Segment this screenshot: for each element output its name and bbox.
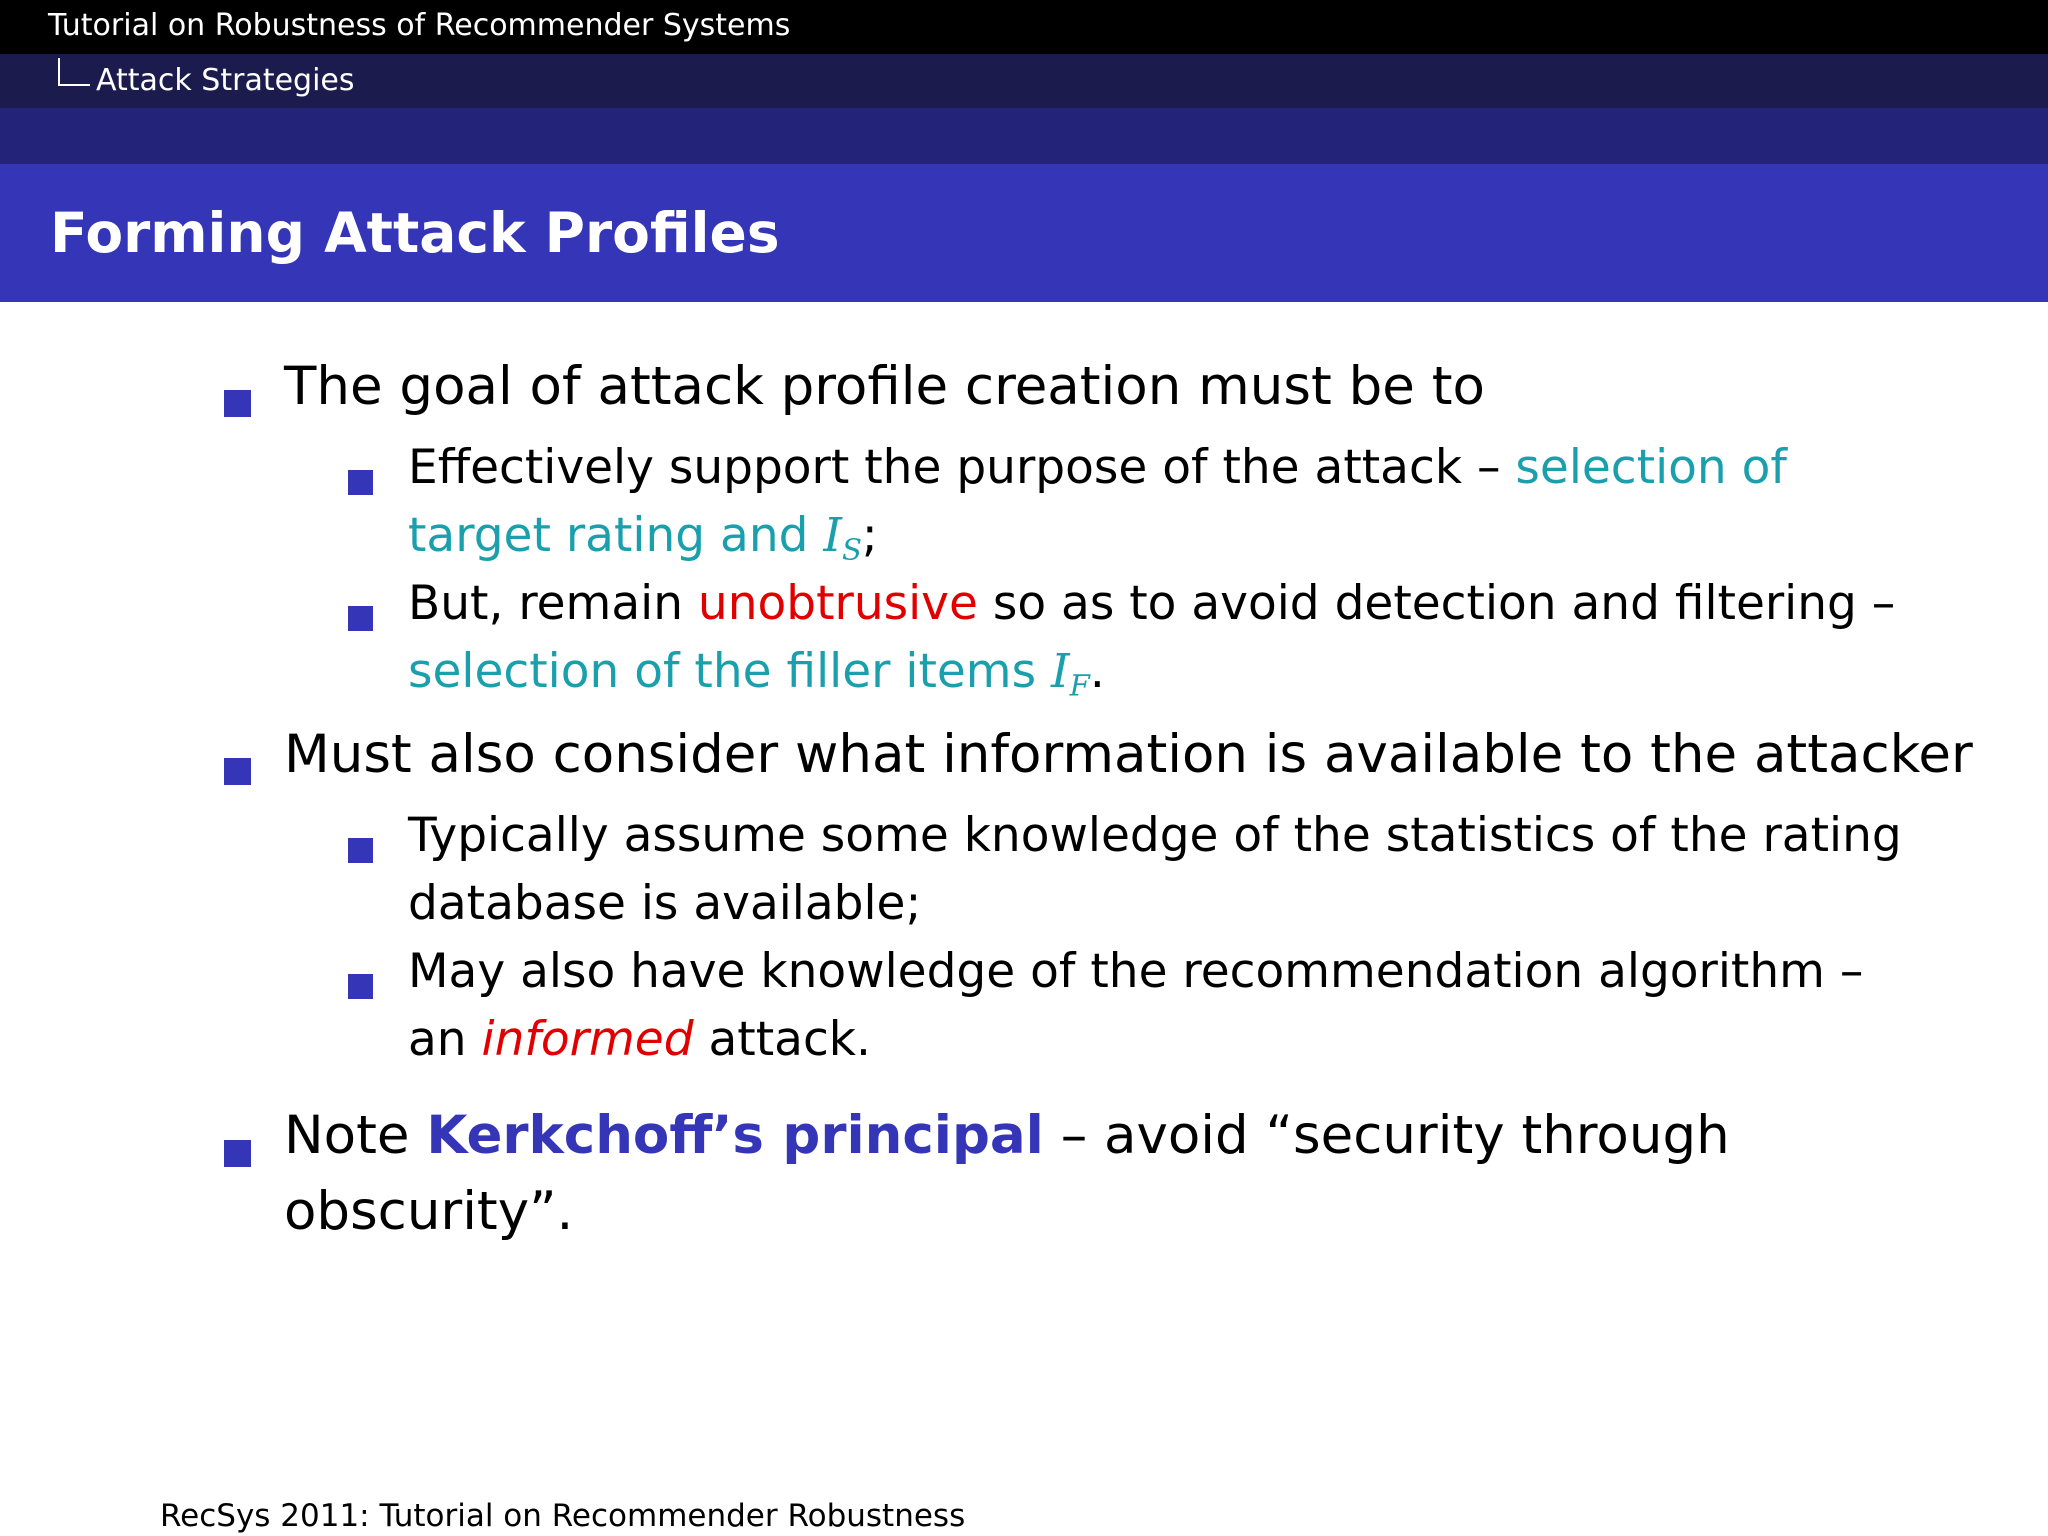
math-variable: I	[823, 508, 842, 563]
emphasis-text: informed	[481, 1012, 694, 1067]
subitem-text: Effectively support the purpose of the attack –	[408, 440, 1516, 495]
header-subsection-title: Attack Strategies	[96, 63, 355, 98]
bullet-item	[0, 1098, 1984, 1250]
subitem-text: Typically assume some knowledge of the statistics of the rating database is available;	[408, 808, 1902, 931]
subitem-text: attack.	[693, 1012, 871, 1067]
subheader-bar	[0, 54, 2048, 108]
subitem-text: so as to avoid detection and filtering –	[977, 576, 1896, 631]
header-bar	[0, 0, 2048, 54]
item-text: – avoid “security through obscurity”.	[284, 1105, 1730, 1242]
highlight-text: selection of target rating and	[408, 440, 1787, 563]
square-bullet-icon	[224, 390, 251, 417]
footer-text: RecSys 2011: Tutorial on Recommender Robustness	[160, 1498, 966, 1534]
frame-title-bar	[0, 164, 2048, 302]
square-bullet-icon	[348, 974, 373, 999]
highlight-red-text: unobtrusive	[697, 576, 978, 631]
math-symbol	[1051, 644, 1090, 703]
math-subscript: F	[1069, 668, 1090, 703]
tree-corner-icon	[58, 58, 90, 86]
square-bullet-icon	[348, 606, 373, 631]
slide-title: Forming Attack Profiles	[50, 201, 780, 265]
subitem-end: .	[1089, 644, 1105, 699]
item-text: The goal of attack profile creation must be to	[284, 356, 1485, 417]
sub-bullet-item	[0, 938, 1908, 1074]
square-bullet-icon	[224, 758, 251, 785]
bullet-item	[0, 720, 1984, 790]
square-bullet-icon	[224, 1140, 251, 1167]
sub-bullet-item	[0, 570, 1908, 706]
header-band	[0, 108, 2048, 164]
sub-bullet-item	[0, 802, 1908, 938]
item-text: Must also consider what information is available to the attacker	[284, 724, 1973, 785]
highlight-text: selection of the filler items	[408, 644, 1052, 699]
subitem-text: May also have knowledge of the recommendation algorithm – an	[408, 944, 1864, 1067]
math-subscript: S	[841, 532, 862, 567]
strong-text: Kerkchoff’s principal	[426, 1105, 1044, 1166]
header-section-title: Tutorial on Robustness of Recommender Systems	[48, 8, 791, 43]
item-text: Note	[284, 1105, 427, 1166]
subitem-end: ;	[861, 508, 878, 563]
square-bullet-icon	[348, 838, 373, 863]
sub-bullet-item	[0, 434, 1908, 570]
math-variable: I	[1051, 644, 1070, 699]
square-bullet-icon	[348, 470, 373, 495]
bullet-item	[0, 352, 1984, 422]
math-symbol	[823, 508, 862, 567]
subitem-text: But, remain	[408, 576, 698, 631]
slide-content	[0, 352, 2048, 1250]
